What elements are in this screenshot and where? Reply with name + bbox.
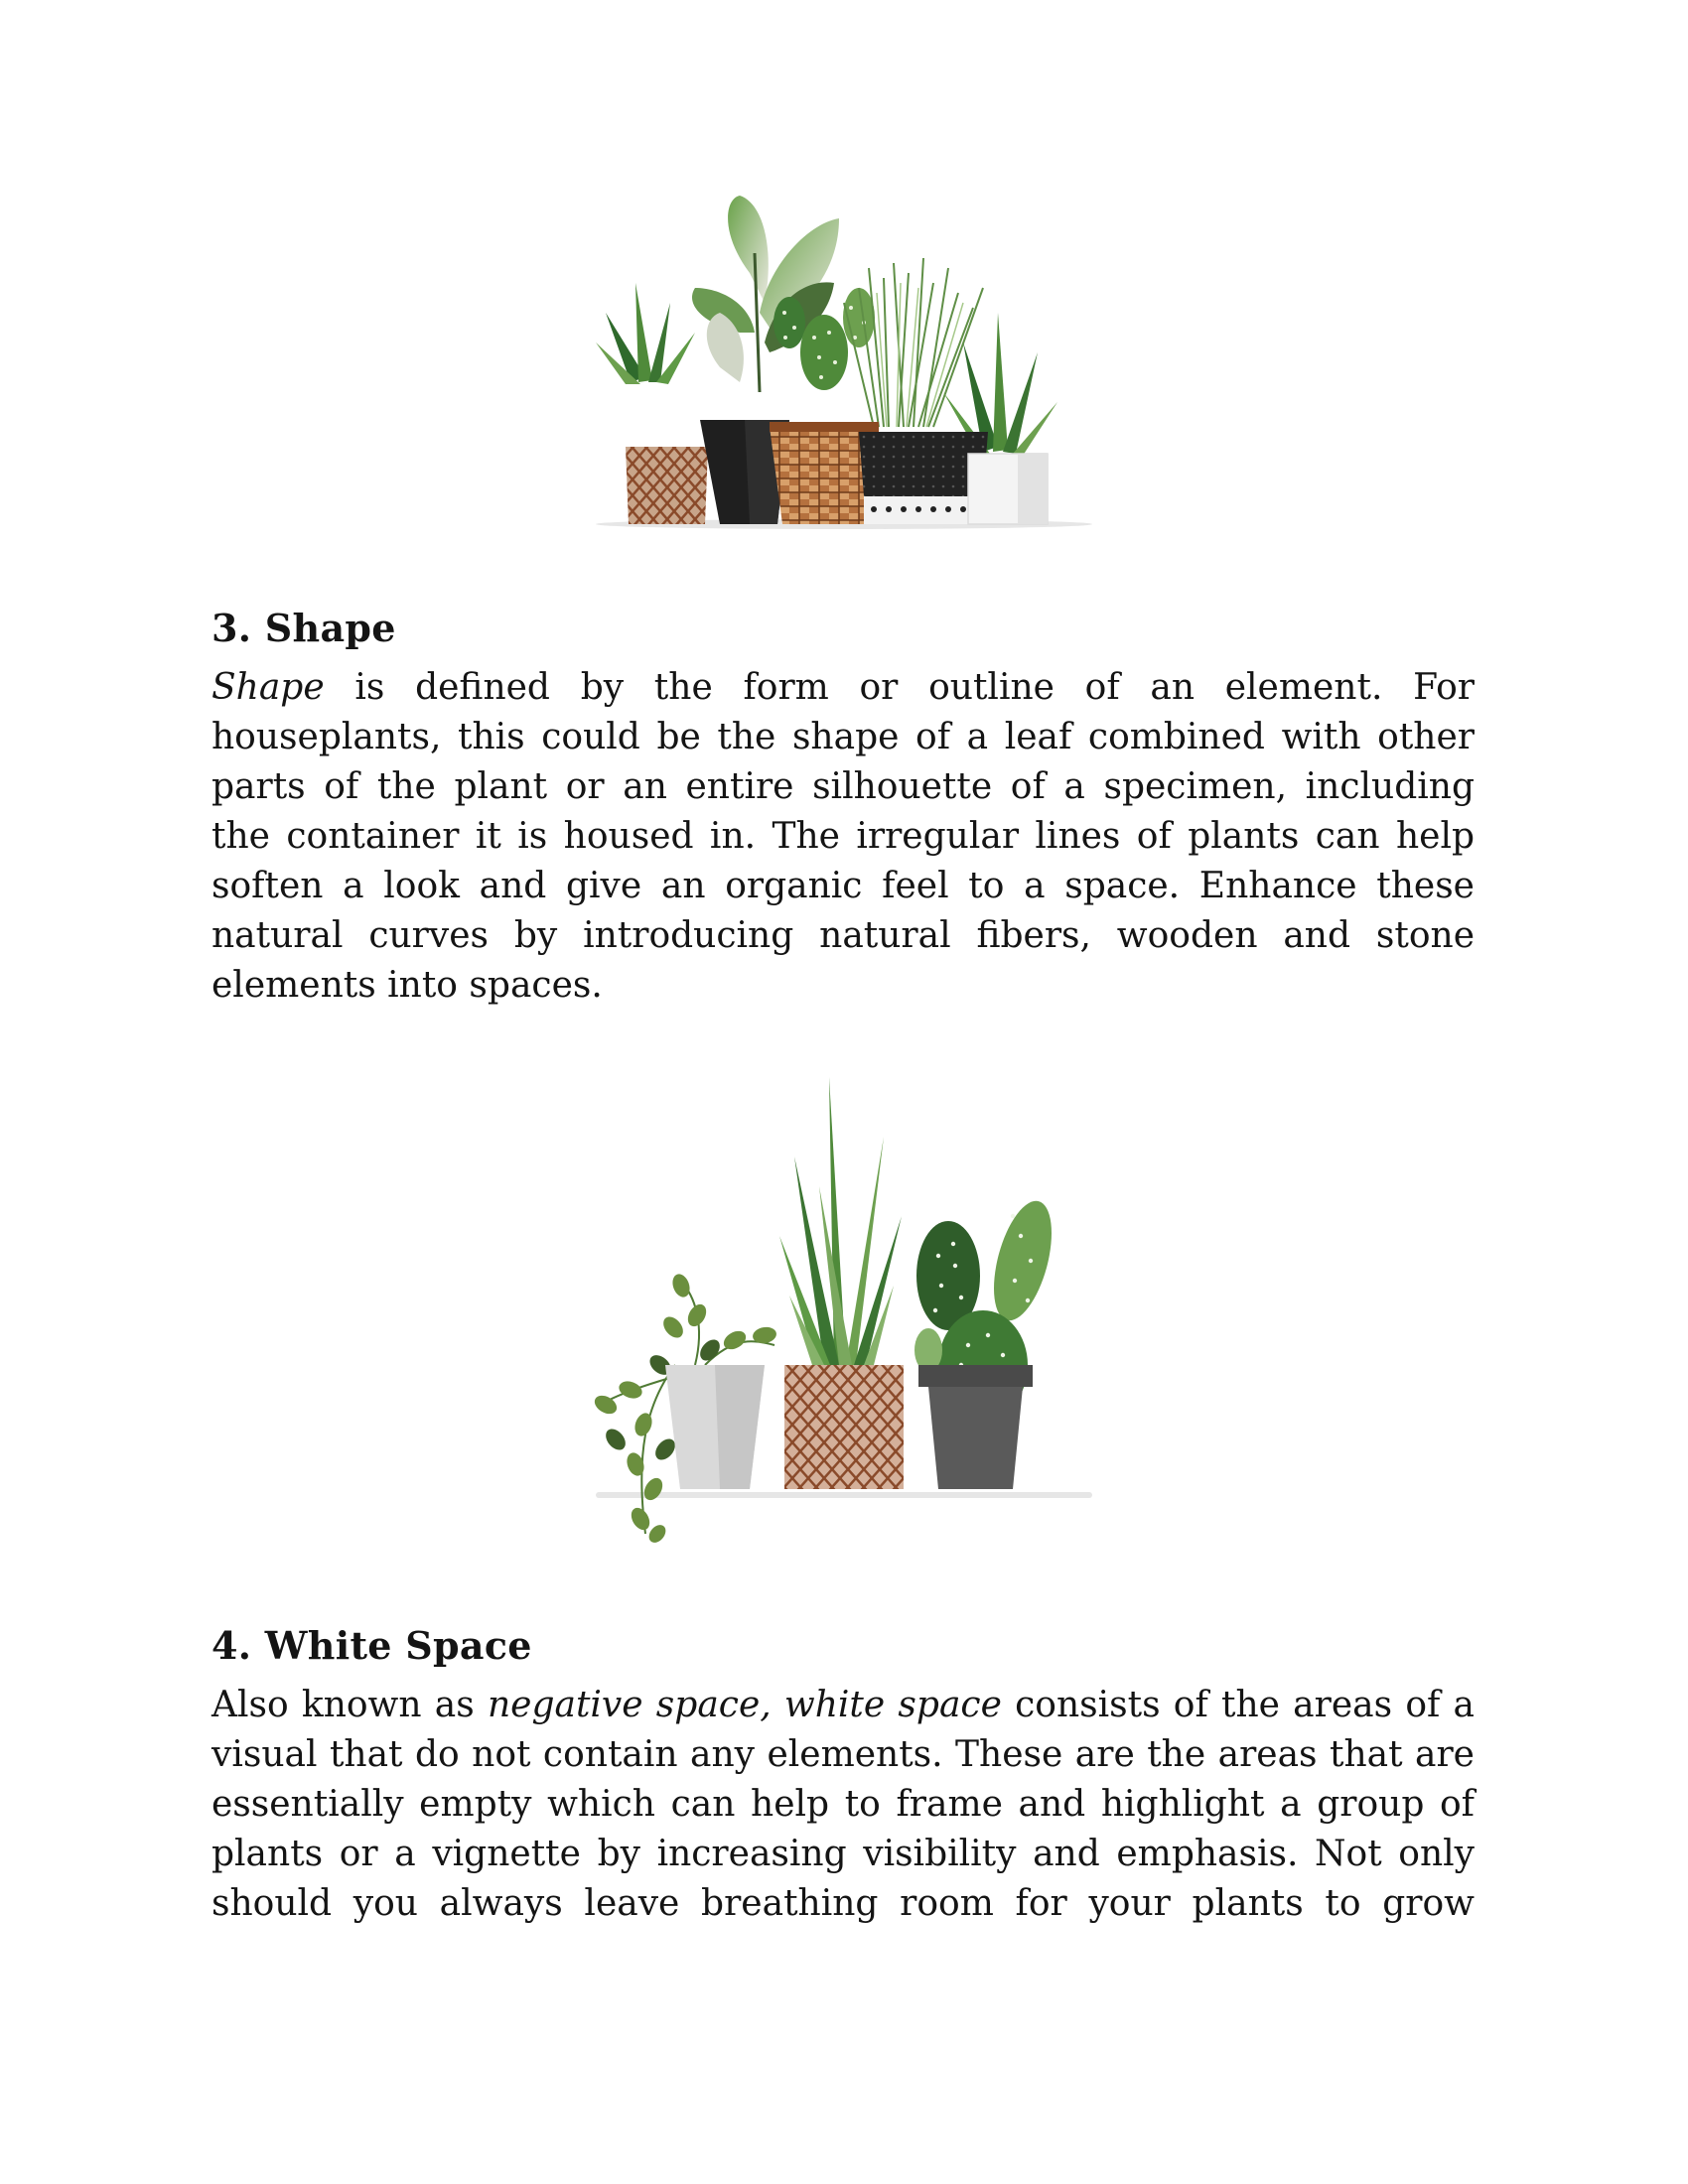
paragraph-line: soften a look and give an organic feel to a space. Enhance these	[211, 866, 1475, 906]
section-paragraph-shape	[211, 663, 1475, 1011]
tall-snake-plant	[779, 1077, 902, 1365]
knit-pot	[626, 447, 708, 524]
white-pot-shade	[1018, 454, 1048, 524]
white-pot-shade	[715, 1365, 765, 1489]
paragraph-line: essentially empty which can help to frame and highlight a group of	[211, 1784, 1475, 1825]
paragraph-line: Also known as negative space, white space consists of the areas of a	[211, 1685, 1476, 1725]
emphasis-term: negative space, white space	[487, 1685, 1002, 1725]
knit-pot	[784, 1365, 904, 1489]
section-heading-white-space: 4. White Space	[211, 1623, 532, 1668]
paragraph-line: should you always leave breathing room for your plants to grow	[211, 1883, 1475, 1924]
grey-pot-rim	[918, 1365, 1033, 1387]
paragraph-line: houseplants, this could be the shape of a leaf combined with other	[211, 717, 1475, 757]
paragraph-line: natural curves by introducing natural fibers, wooden and stone	[211, 915, 1475, 956]
paragraph-line: visual that do not contain any elements. These are the areas that are	[211, 1734, 1475, 1775]
shelf	[596, 1492, 1092, 1498]
paragraph-line: parts of the plant or an entire silhouette of a specimen, including	[211, 766, 1475, 807]
paragraph-line: the container it is housed in. The irregular lines of plants can help	[211, 816, 1475, 857]
paragraph-line: Shape is defined by the form or outline of an element. For	[211, 667, 1475, 708]
weave-pot-rim	[770, 422, 879, 432]
plant-trio-illustration	[586, 1067, 1102, 1554]
section-heading-shape: 3. Shape	[211, 606, 396, 650]
paragraph-line: plants or a vignette by increasing visibility and emphasis. Not only	[211, 1834, 1475, 1874]
snake-plant-left	[596, 283, 695, 384]
section-paragraph-white-space	[211, 1681, 1475, 1929]
paragraph-line: elements into spaces.	[211, 965, 603, 1006]
grey-pot	[928, 1387, 1023, 1489]
plant-group-illustration	[591, 194, 1097, 531]
emphasis-term: Shape	[211, 667, 325, 708]
